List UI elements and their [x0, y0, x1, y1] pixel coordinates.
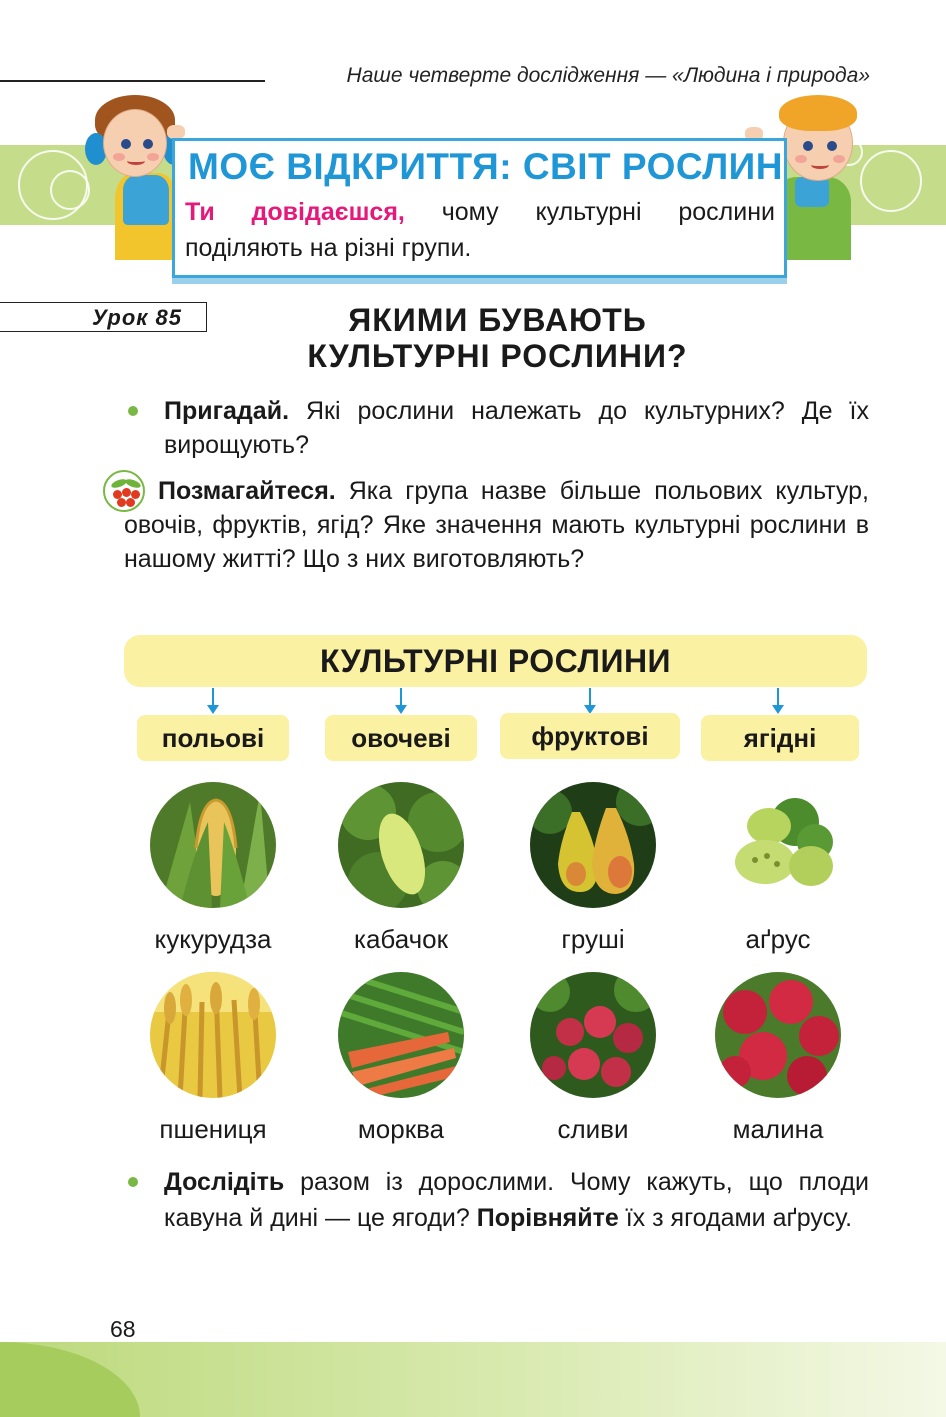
corn-photo — [150, 782, 276, 908]
wheat-photo — [150, 972, 276, 1098]
label-wheat: пшениця — [159, 1114, 267, 1144]
research-lead2: Порівняйте — [476, 1204, 619, 1232]
compete-lead: Позмагайтеся. — [158, 477, 336, 505]
label-carrots: морква — [357, 1114, 445, 1144]
bullet-icon — [128, 406, 138, 416]
lesson-title — [230, 302, 765, 374]
compete-paragraph — [124, 474, 869, 576]
gooseberry-photo — [715, 782, 841, 908]
category-berry: ягідні — [701, 715, 859, 761]
arrow-down-icon — [777, 688, 779, 706]
discovery-body: чому культурні рослини поділяють на різні групи. — [185, 198, 775, 262]
carrots-photo — [338, 972, 464, 1098]
label-raspberry: малина — [732, 1114, 824, 1144]
label-gooseberry: аґрус — [745, 924, 811, 954]
girl-illustration — [85, 95, 185, 260]
discovery-lead: Ти довідаєшся, — [185, 198, 405, 226]
research-text2: їх з ягодами аґрусу. — [618, 1204, 853, 1232]
lesson-badge — [0, 302, 207, 332]
running-title: Наше четверте дослідження — «Людина і природа» — [346, 64, 870, 87]
plums-photo — [530, 972, 656, 1098]
arrow-down-icon — [589, 688, 591, 706]
label-corn: кукурудза — [154, 924, 272, 954]
lesson-title-line2: КУЛЬТУРНІ РОСЛИНИ? — [307, 338, 688, 374]
bullet-icon — [128, 1177, 138, 1187]
label-pears: груші — [561, 924, 625, 954]
category-field: польові — [137, 715, 289, 761]
pears-photo — [530, 782, 656, 908]
lesson-number: Урок 85 — [92, 305, 182, 330]
label-zucchini: кабачок — [354, 924, 448, 954]
discovery-title: МОЄ ВІДКРИТТЯ: СВІТ РОСЛИН — [188, 146, 783, 187]
lesson-title-line1: ЯКИМИ БУВАЮТЬ — [348, 302, 647, 338]
globe-icon — [860, 150, 922, 212]
diagram-title-banner — [124, 635, 867, 687]
compete-text: Яка група назве більше польових культур, овочів, фруктів, ягід? Яке значення мають культурні рослини в нашому житті? Що з них виготовляють? — [124, 477, 869, 573]
research-paragraph — [164, 1164, 869, 1236]
discovery-text — [185, 194, 775, 266]
category-vegetable: овочеві — [325, 715, 477, 761]
label-plums: сливи — [557, 1114, 629, 1144]
research-lead: Дослідіть — [164, 1168, 285, 1196]
decor-circle-icon — [50, 170, 90, 210]
footer-band — [0, 1342, 946, 1417]
recall-text: Які рослини належать до культурних? Де їх вирощують? — [164, 397, 869, 459]
research-text1: разом із дорослими. Чому кажуть, що плоди кавуна й дині — це ягоди? — [164, 1168, 869, 1232]
recall-paragraph — [164, 394, 869, 462]
page-number: 68 — [110, 1316, 136, 1342]
raspberry-photo — [715, 972, 841, 1098]
category-fruit: фруктові — [500, 713, 680, 759]
header-rule — [0, 80, 265, 82]
diagram-title: КУЛЬТУРНІ РОСЛИНИ — [319, 643, 672, 679]
recall-lead: Пригадай. — [164, 397, 290, 425]
arrow-down-icon — [400, 688, 402, 706]
zucchini-photo — [338, 782, 464, 908]
arrow-down-icon — [212, 688, 214, 706]
